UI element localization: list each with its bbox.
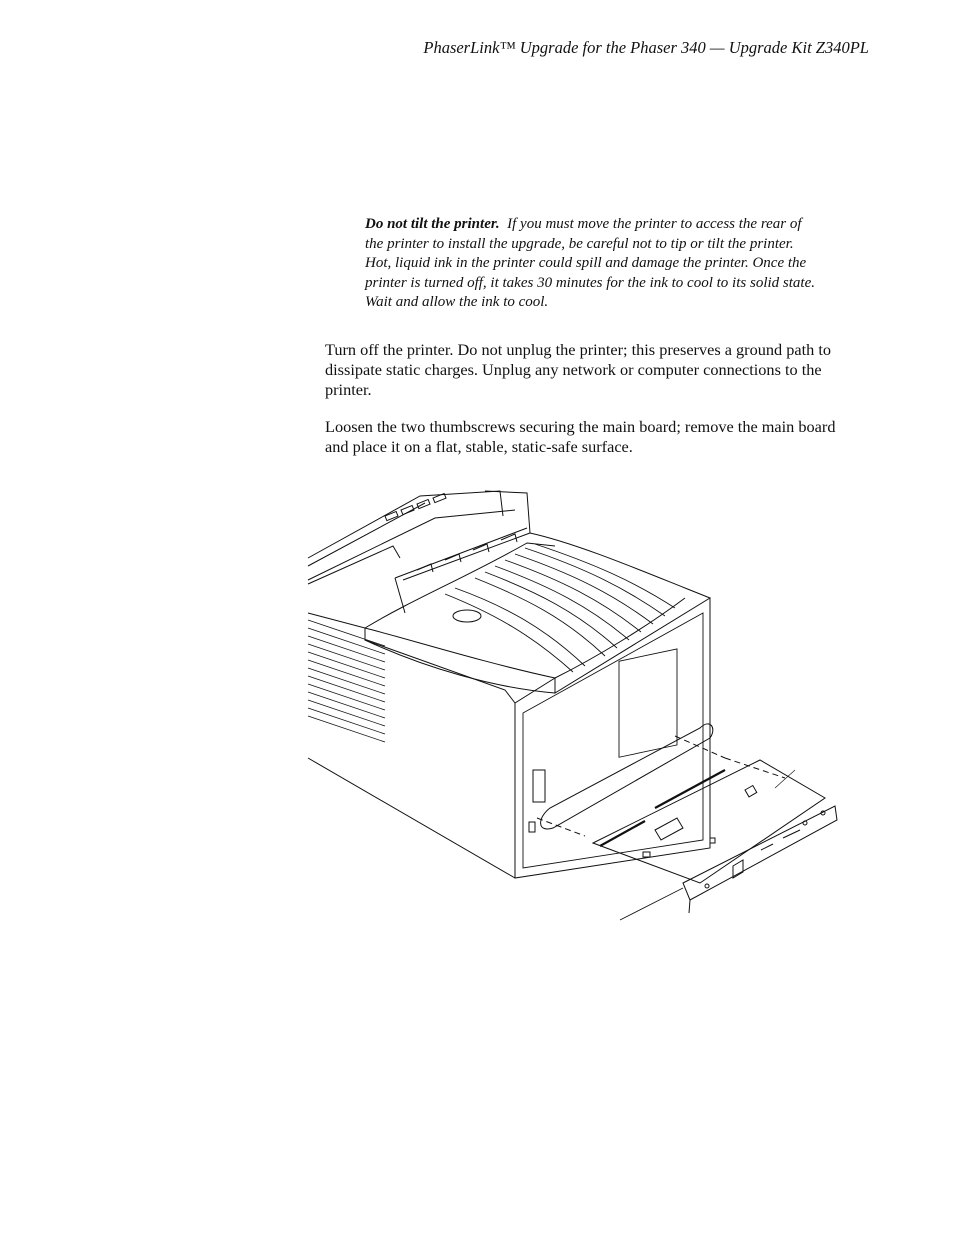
rear-connector xyxy=(529,822,535,832)
printer-illustration xyxy=(305,488,845,928)
rear-label-plate xyxy=(619,649,677,757)
running-header: PhaserLink™ Upgrade for the Phaser 340 — Upgrade Kit Z340PL xyxy=(423,38,869,57)
caution-lead: Do not tilt the printer. xyxy=(365,216,500,232)
cover-ribs xyxy=(445,544,675,672)
main-board xyxy=(593,760,837,913)
board-slot xyxy=(541,724,713,829)
side-vents xyxy=(308,620,385,742)
output-slots xyxy=(417,534,517,572)
printer-main-board-drawing xyxy=(305,488,845,928)
cover-latch xyxy=(453,610,481,622)
step-turn-off-printer: Turn off the printer. Do not unplug the printer; this preserves a ground path to dissipate static charges. Unplug any network or computer connections to the printer. xyxy=(325,340,831,399)
caution-body: If you must move the printer to access the rear of the printer to install the upgrade, be careful not to tip or tilt the printer. Hot, liquid ink in the printer could spill and damage the printer. Once the printer is turned off, it takes 30 minutes for the ink to cool to its solid state. Wait and allow the ink to cool. xyxy=(365,216,815,311)
control-panel xyxy=(385,494,446,521)
caution-note xyxy=(365,215,815,313)
rear-port xyxy=(533,770,545,802)
step-remove-main-board: Loosen the two thumbscrews securing the main board; remove the main board and place it on a flat, stable, static-safe surface. xyxy=(325,417,836,456)
